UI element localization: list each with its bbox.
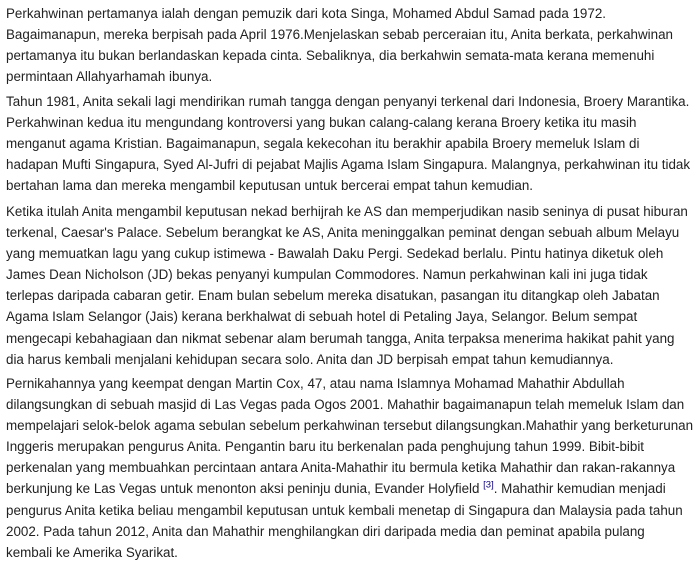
text-line: pertamanya itu bukan berlandaskan kepada cinta. Sebaliknya, dia berkahwin semata-mata kerana memenuhi <box>6 48 655 64</box>
text-line: James Dean Nicholson (JD) bekas penyanyi kumpulan Commodores. Namun perkahwinan kali ini juga tidak <box>6 267 648 283</box>
text-line: perkenalan yang membuahkan percintaan antara Anita-Mahathir itu bermula ketika Mahathir dan rakan-rakannya <box>6 460 676 476</box>
text-line: terkenal, Caesar's Palace. Sebelum berangkat ke AS, Anita meninggalkan peminat dengan sebuah album Melayu <box>6 225 680 241</box>
text-line: mengecapi kebahagiaan dan nikmat sebenar alam berumah tangga, Anita terpaksa menerima hakikat pahit yang <box>6 330 675 346</box>
text-segment: berkunjung ke Las Vegas untuk menonton aksi peninju dunia, Evander Holyfield <box>6 481 484 497</box>
paragraph-second-marriage <box>6 91 691 196</box>
text-line: Perkahwinan pertamanya ialah dengan pemuzik dari kota Singa, Mohamed Abdul Samad pada 1972. <box>6 6 606 21</box>
text-line: yang memuatkan lagu yang cukup istimewa - Bawalah Daku Pergi. Sedekad berlalu. Pintu hatinya diketuk oleh <box>6 246 664 262</box>
paragraph-third-marriage <box>6 201 688 370</box>
text-line: dilangsungkan di sebuah masjid di Las Vegas pada Ogos 2001. Mahathir bagaimanapun telah memeluk Islam dan <box>6 397 685 413</box>
paragraph-first-marriage <box>6 3 673 87</box>
text-line: dia harus kembali menjalani kehidupan secara solo. Anita dan JD berpisah empat tahun kemudiannya. <box>6 351 614 367</box>
text-line: terlepas daripada cabaran getir. Enam bulan sebelum mereka disatukan, pasangan itu ditangkap oleh Jabatan <box>6 288 660 304</box>
text-line: Tahun 1981, Anita sekali lagi mendirikan rumah tangga dengan penyanyi terkenal dari Indonesia, Broery Marantika. <box>6 94 690 109</box>
text-line: Inggeris merupakan pengurus Anita. Pengantin baru itu berkenalan pada penghujung tahun 1999. Bibit-bibit <box>6 439 645 455</box>
text-line: Agama Islam Selangor (Jais) kerana berkhalwat di sebuah hotel di Petaling Jaya, Selangor. Belum sempat <box>6 309 638 325</box>
text-segment: . Mahathir kemudian menjadi <box>493 481 666 497</box>
text-line: 2002. Pada tahun 2012, Anita dan Mahathir menghilangkan diri daripada media dan peminat apabila pulang <box>6 523 645 539</box>
text-line: permintaan Allahyarhamah ibunya. <box>6 69 213 85</box>
text-line: Bagaimanapun, mereka berpisah pada April 1976.Menjelaskan sebab perceraian itu, Anita berkata, perkahwinan <box>6 27 673 43</box>
paragraph-fourth-marriage <box>6 373 693 563</box>
text-line: Ketika itulah Anita mengambil keputusan nekad berhijrah ke AS dan memperjudikan nasib seninya di pusat hiburan <box>6 204 688 219</box>
text-line-with-citation <box>6 478 666 499</box>
text-line: Perkahwinan kedua itu mengundang kontroversi yang bukan calang-calang kerana Broery ketika itu masih <box>6 115 637 131</box>
text-line: bertahan lama dan mereka mengambil keputusan untuk bercerai empat tahun kemudian. <box>6 178 534 194</box>
text-line: Pernikahannya yang keempat dengan Martin Cox, 47, atau nama Islamnya Mohamad Mahathir Abdullah <box>6 376 625 391</box>
text-line: pengurus Anita ketika beliau mengambil keputusan untuk kembali menetap di Singapura dan Malaysia pada tahun <box>6 502 683 518</box>
text-line: hadapan Mufti Singapura, Syed Al-Jufri di pejabat Majlis Agama Islam Singapura. Malangnya, perkahwinan itu tidak <box>6 157 691 173</box>
citation-link[interactable]: [3] <box>483 480 494 491</box>
text-line: mempelajari selok-belok agama sebulan sebelum perkahwinan tersebut dilangsungkan.Mahathir yang berketurunan <box>6 418 693 434</box>
text-line: kembali ke Amerika Syarikat. <box>6 544 178 560</box>
text-line: menganut agama Kristian. Bagaimanapun, segala kekecohan itu berakhir apabila Broery memeluk Islam di <box>6 136 640 152</box>
article-body <box>6 0 693 563</box>
